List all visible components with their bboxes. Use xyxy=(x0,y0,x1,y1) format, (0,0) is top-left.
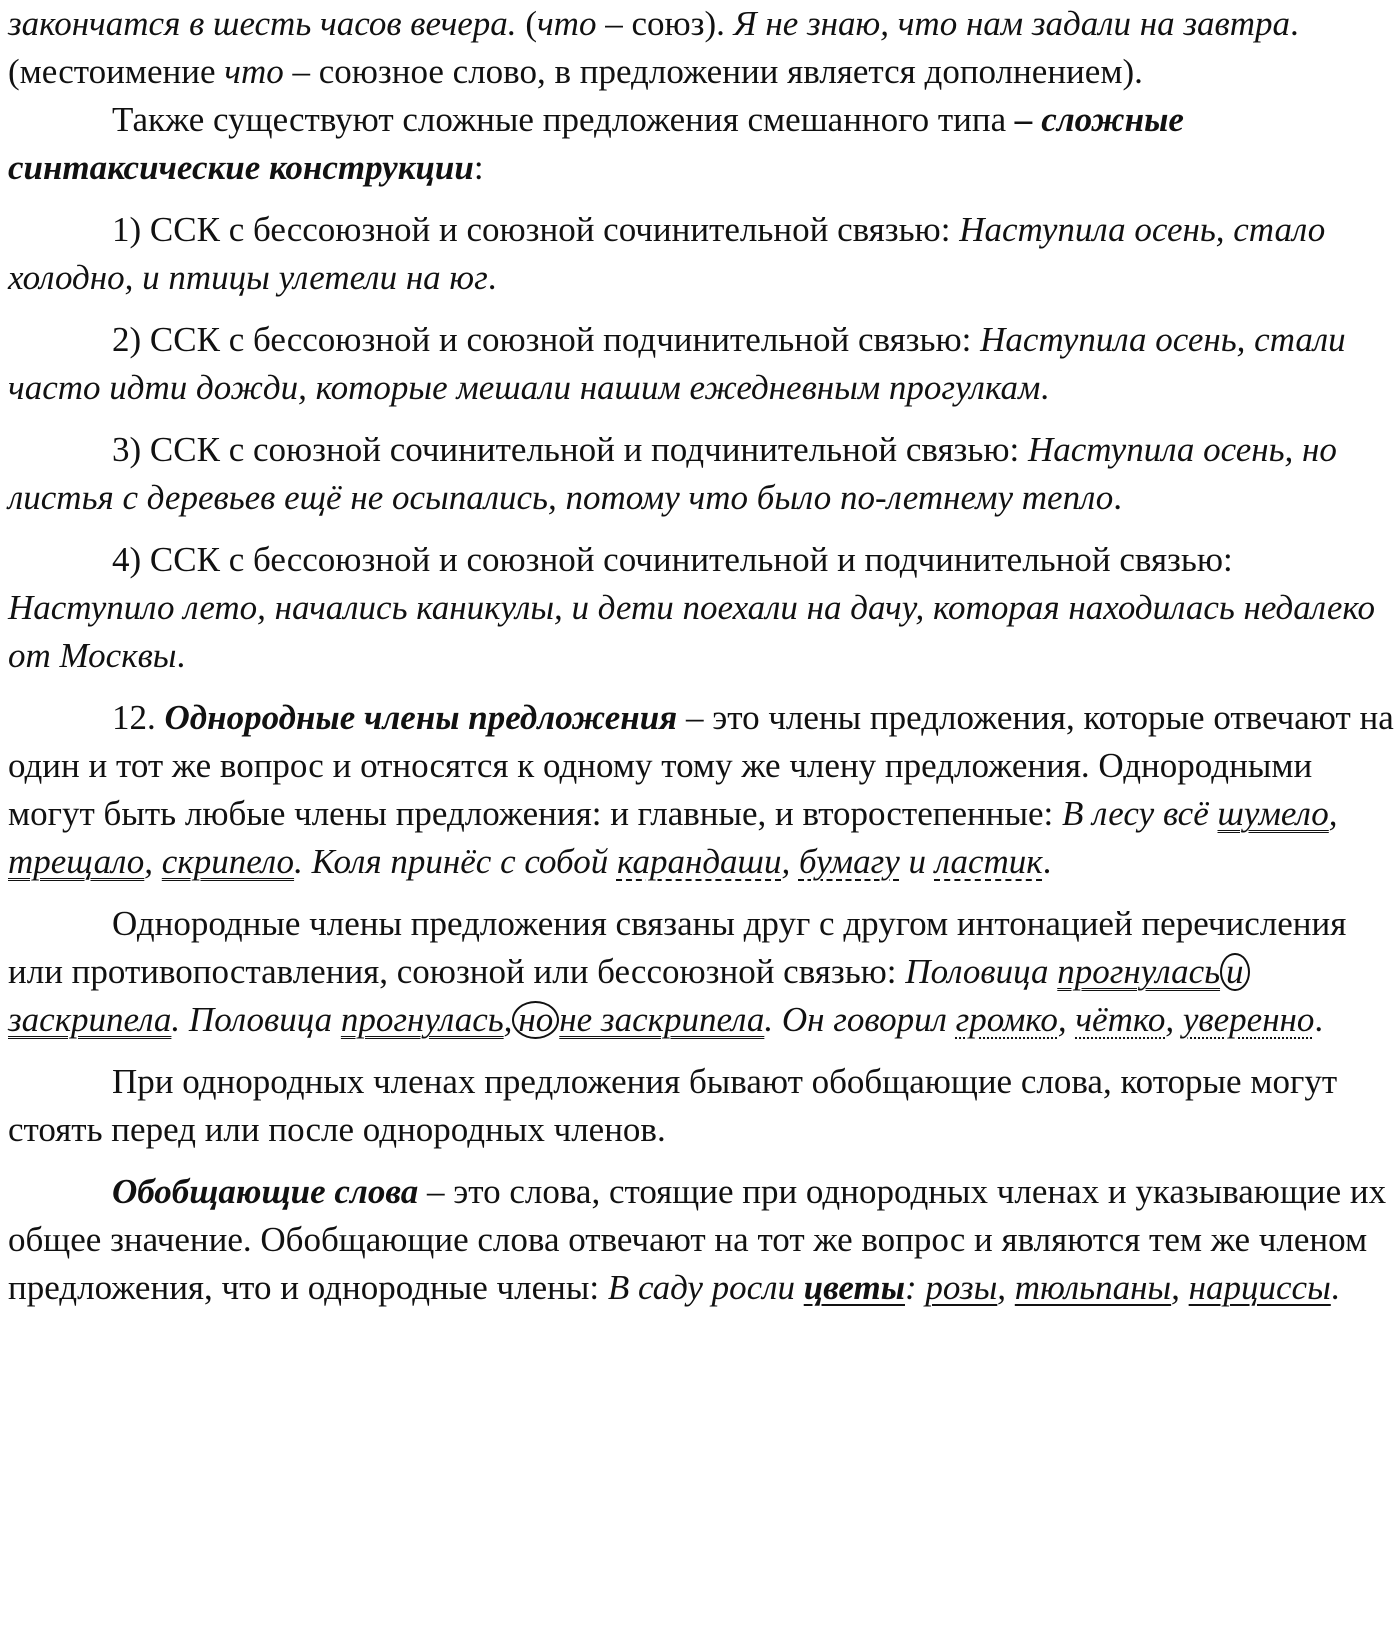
paragraph-ssk-3 xyxy=(8,426,1394,522)
example-word: что xyxy=(536,4,597,43)
text: . xyxy=(1040,368,1050,407)
term: – сложные синтаксические конструкции xyxy=(8,100,1184,187)
separator: , xyxy=(1057,1000,1076,1039)
circled-conjunction: но xyxy=(512,1001,559,1039)
example-text: . Он говорил xyxy=(764,1000,956,1039)
example-text: Наступила осень, но листья с деревьев ещё не осыпались, потому что было по-летнему тепло xyxy=(8,430,1337,517)
separator: , xyxy=(503,1000,513,1039)
example-text: . Половица xyxy=(171,1000,341,1039)
text: Однородные члены предложения связаны друг с другом интонацией перечисления или противопоставления, союзной или бессоюзной связью: xyxy=(8,904,1347,991)
text: – союз). xyxy=(596,4,734,43)
text: При однородных членах предложения бывают обобщающие слова, которые могут стоять перед или после однородных членов. xyxy=(8,1062,1338,1149)
separator: , xyxy=(781,842,799,881)
example-text: Я не знаю, что нам задали на завтра xyxy=(733,4,1291,43)
text: . xyxy=(1042,842,1052,881)
generalizing-word: цветы xyxy=(803,1268,905,1307)
separator: и xyxy=(899,842,935,881)
text: . xyxy=(1330,1268,1340,1307)
separator: , xyxy=(997,1268,1015,1307)
predicate-word: не заскрипела xyxy=(559,1000,765,1039)
text: 1) ССК с бессоюзной и союзной сочинительной связью: xyxy=(112,210,960,249)
example-text: Наступила осень, стало холодно, и птицы улетели на юг xyxy=(8,210,1326,297)
section-number: 12. xyxy=(112,698,165,737)
text: – это слова, стоящие при однородных членах и указывающие их общее значение. Обобщающие слова отвечают на тот же вопрос и являются тем же членом предложения, что и однородные члены: xyxy=(8,1172,1387,1307)
adverbial-word: уверенно xyxy=(1182,1000,1315,1039)
subject-word: тюльпаны xyxy=(1014,1268,1172,1307)
paragraph-connection-types xyxy=(8,900,1394,1044)
paragraph-mixed-type-intro xyxy=(8,96,1394,192)
adverbial-word: громко xyxy=(955,1000,1058,1039)
text: . (местоимение xyxy=(8,4,1299,91)
adverbial-word: чётко xyxy=(1075,1000,1166,1039)
separator: , xyxy=(1171,1268,1189,1307)
example-text: Наступила осень, стали часто идти дожди, которые мешали нашим ежедневным прогулкам xyxy=(8,320,1346,407)
predicate-word: трещало xyxy=(8,842,145,881)
text: : xyxy=(473,148,484,187)
example-text: . Коля принёс с собой xyxy=(294,842,617,881)
example-text: закончатся в шесть часов вечера. xyxy=(8,4,517,43)
paragraph-homogeneous-members xyxy=(8,694,1394,886)
term: Обобщающие слова xyxy=(112,1172,419,1211)
subject-word: нарциссы xyxy=(1188,1268,1331,1307)
separator: : xyxy=(904,1268,926,1307)
example-text: Половица xyxy=(905,952,1058,991)
predicate-word: заскрипела xyxy=(8,1000,172,1039)
text: 4) ССК с бессоюзной и союзной сочинительной и подчинительной связью: xyxy=(112,540,1233,579)
text: . xyxy=(176,636,186,675)
paragraph-ssk-4 xyxy=(8,536,1394,680)
subject-word: розы xyxy=(925,1268,998,1307)
text: – союзное слово, в предложении является дополнением). xyxy=(283,52,1143,91)
predicate-word: прогнулась xyxy=(340,1000,504,1039)
object-word: бумагу xyxy=(798,842,900,881)
predicate-word: скрипело xyxy=(161,842,295,881)
text: . xyxy=(1113,478,1123,517)
term: Однородные члены предложения xyxy=(164,698,678,737)
separator: , xyxy=(1165,1000,1183,1039)
paragraph-conjunction-examples xyxy=(8,0,1394,96)
separator: , xyxy=(144,842,162,881)
paragraph-generalizing-intro xyxy=(8,1058,1394,1154)
circled-conjunction: и xyxy=(1220,953,1250,991)
text: – это члены предложения, которые отвечают на один и тот же вопрос и относятся к одному тому же члену предложения. Однородными могут быть любые члены предложения: и главные, и второстепенные: xyxy=(8,698,1394,833)
paragraph-ssk-1 xyxy=(8,206,1394,302)
text: . xyxy=(1314,1000,1324,1039)
text: Также существуют сложные предложения смешанного типа xyxy=(112,100,1015,139)
text: 3) ССК с союзной сочинительной и подчинительной связью: xyxy=(112,430,1028,469)
example-word: что xyxy=(224,52,284,91)
predicate-word: шумело xyxy=(1217,794,1329,833)
paragraph-generalizing-words xyxy=(8,1168,1394,1312)
predicate-word: прогнулась xyxy=(1057,952,1221,991)
object-word: карандаши xyxy=(616,842,782,881)
text: ( xyxy=(516,4,537,43)
example-text: В саду росли xyxy=(607,1268,804,1307)
paragraph-ssk-2 xyxy=(8,316,1394,412)
separator: , xyxy=(1328,794,1338,833)
example-text: В лесу всё xyxy=(1062,794,1218,833)
example-text: Наступило лето, начались каникулы, и дети поехали на дачу, которая находилась недалеко от Москвы xyxy=(8,588,1375,675)
text: 2) ССК с бессоюзной и союзной подчинительной связью: xyxy=(112,320,981,359)
object-word: ластик xyxy=(934,842,1043,881)
text: . xyxy=(487,258,497,297)
